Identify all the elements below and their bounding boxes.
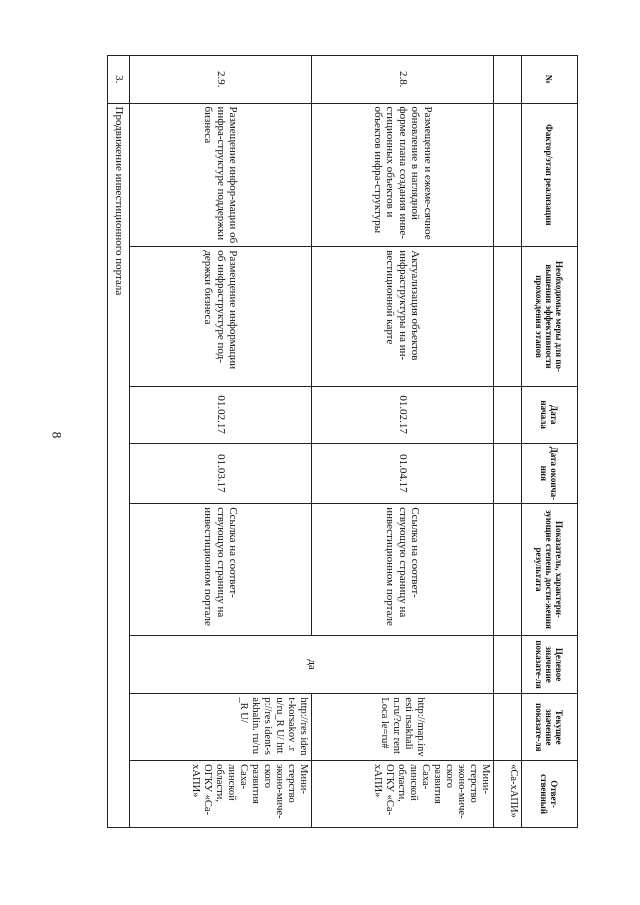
row-start-date: 01.02.17 (130, 386, 312, 443)
header-factor: Фактор/этап реализации (522, 103, 578, 247)
row-factor: Размещение и ежеме-сячное обновление в наглядной форме плана создания инве-стиционных объектов и объектов инфра-структуры (312, 103, 494, 247)
header-row (522, 56, 578, 828)
section-title: Продвижение инвестиционного портала (108, 103, 130, 827)
section-num: 3. (108, 56, 130, 104)
header-indicator: Показатель, характери-зующие степень дости-жения результата (522, 504, 578, 636)
top-responsible: «Са-хАПИ» (494, 761, 522, 828)
header-current: Текущее значение показате-ля (522, 694, 578, 761)
row-responsible: Мини-стерство эконо-миче-ского развития Саха-линской области, ОГКУ «Са-хАПИ» (130, 761, 312, 828)
table-row-2-8 (312, 56, 494, 828)
row-start-date: 01.02.17 (312, 386, 494, 443)
row-measures: Актуализация объектов инфраструктуры на ин-вестиционной карте (312, 247, 494, 387)
header-num: № (522, 56, 578, 104)
table-container (108, 55, 578, 828)
row-end-date: 01.03.17 (130, 443, 312, 504)
row-target: да (130, 635, 494, 694)
page-number: 8 (49, 431, 64, 439)
measures-table (107, 55, 578, 828)
row-current-link[interactable]: http://res ident-korsakov .ru/ru_R U/ http://res ident-sakhalin. ru/ru_R U/ (130, 694, 312, 761)
header-responsible: Ответ-ственный (522, 761, 578, 828)
row-responsible: Мини-стерство эконо-миче-ского развития Саха-линской области, ОГКУ «Са-хАПИ» (312, 761, 494, 828)
row-measures: Размещение информации об инфраструктуре под-держки бизнеса (130, 247, 312, 387)
section-row (108, 56, 130, 828)
row-num: 2.9. (130, 56, 312, 104)
header-measures: Необходимые меры для по-вышения эффективности прохождения этапов (522, 247, 578, 387)
row-end-date: 01.04.17 (312, 443, 494, 504)
header-target: Целевое значение показате-ля (522, 635, 578, 694)
header-end-date: Дата оконча-ния (522, 443, 578, 504)
row-num: 2.8. (312, 56, 494, 104)
table-row (494, 56, 522, 828)
row-indicator: Ссылка на соответ-ствующую страницу на инвестиционном портале (312, 504, 494, 636)
header-start-date: Дата начала (522, 386, 578, 443)
row-indicator: Ссылка на соответ-ствующую страницу на инвестиционном портале (130, 504, 312, 636)
row-current-link[interactable]: http://map.investi nsakhali n.ru/?cur rentLoca le=ru# (312, 694, 494, 761)
table-row-2-9 (130, 56, 312, 828)
row-factor: Размещение инфор-мации об инфра-структуре поддержки бизнеса (130, 103, 312, 247)
